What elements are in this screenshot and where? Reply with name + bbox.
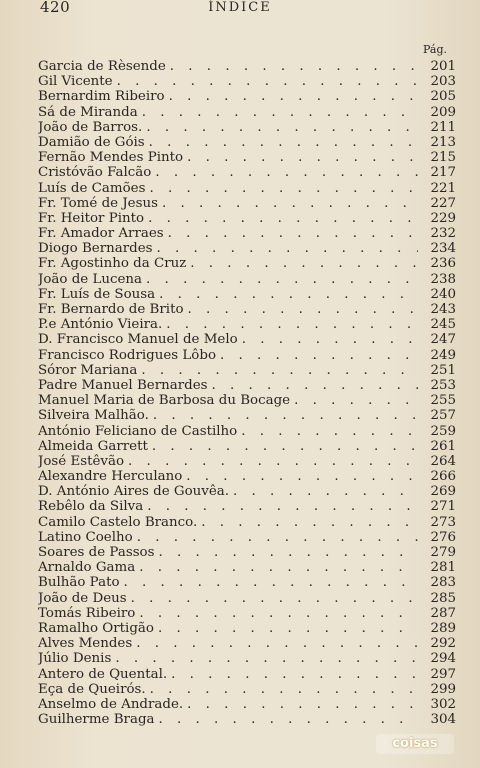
entry-page-number: 276 xyxy=(430,529,456,545)
entry-author-name: Soares de Passos xyxy=(38,545,155,560)
toc-entry xyxy=(38,256,456,271)
entry-author-name: Gil Vicente xyxy=(38,74,113,90)
entry-page-number: 297 xyxy=(430,666,456,682)
toc-entry xyxy=(38,636,456,651)
entry-page-number: 211 xyxy=(430,119,456,135)
entry-page-number: 287 xyxy=(430,605,456,621)
entry-author-name: Sóror Mariana xyxy=(38,362,138,378)
dot-leader xyxy=(171,667,418,682)
entry-author-name: Fernão Mendes Pinto xyxy=(38,150,184,166)
entry-page-number: 203 xyxy=(430,74,456,90)
entry-page-number: 249 xyxy=(430,347,456,363)
entry-author-name: Fr. Heitor Pinto xyxy=(38,210,145,226)
entry-page-number: 229 xyxy=(430,210,456,226)
entry-author-name: Francisco Rodrigues Lôbo xyxy=(38,347,217,363)
page-header xyxy=(0,0,480,20)
entry-author-name: Silveira Malhão. xyxy=(38,408,149,424)
entry-author-name: D. António Aires de Gouvêa. xyxy=(38,484,230,500)
toc-entry xyxy=(38,591,456,606)
page-number: 420 xyxy=(40,0,71,16)
entry-page-number: 236 xyxy=(430,256,456,272)
toc-entry xyxy=(38,682,456,697)
entry-page-number: 302 xyxy=(430,696,456,712)
dot-leader xyxy=(159,545,419,560)
entry-author-name: Alves Mendes xyxy=(38,636,133,652)
toc-entry xyxy=(38,241,456,256)
toc-entry xyxy=(38,302,456,317)
toc-entry xyxy=(38,408,456,423)
entry-page-number: 240 xyxy=(430,286,456,302)
dot-leader xyxy=(187,697,418,712)
entry-page-number: 285 xyxy=(430,590,456,606)
dot-leader xyxy=(188,302,418,317)
entry-page-number: 281 xyxy=(430,560,456,576)
entry-author-name: Júlio Denis xyxy=(38,651,112,667)
watermark-logo: coisas xyxy=(376,734,454,754)
entry-author-name: Diogo Bernardes xyxy=(38,241,153,257)
entry-author-name: D. Francisco Manuel de Melo xyxy=(38,332,238,348)
dot-leader xyxy=(220,348,418,363)
toc-entry xyxy=(38,439,456,454)
toc-entry xyxy=(38,135,456,150)
table-of-contents xyxy=(38,59,456,727)
toc-entry xyxy=(38,317,456,332)
entry-author-name: Manuel Maria de Barbosa du Bocage xyxy=(38,393,291,409)
dot-leader xyxy=(294,393,418,408)
toc-entry xyxy=(38,120,456,135)
entry-page-number: 215 xyxy=(430,150,456,166)
toc-entry xyxy=(38,606,456,621)
toc-entry xyxy=(38,697,456,712)
entry-author-name: Guilherme Braga xyxy=(38,712,155,728)
toc-entry xyxy=(38,651,456,666)
entry-author-name: Bernardim Ribeiro xyxy=(38,89,165,105)
dot-leader xyxy=(128,454,418,469)
dot-leader xyxy=(124,575,418,590)
dot-leader xyxy=(149,181,418,196)
entry-page-number: 221 xyxy=(430,180,456,196)
dot-leader xyxy=(148,211,418,226)
toc-entry xyxy=(38,211,456,226)
toc-entry xyxy=(38,393,456,408)
entry-author-name: Arnaldo Gama xyxy=(38,560,136,576)
toc-entry xyxy=(38,545,456,560)
dot-leader xyxy=(169,89,418,104)
dot-leader xyxy=(115,651,418,666)
entry-page-number: 269 xyxy=(430,484,456,500)
entry-author-name: Ramalho Ortigão xyxy=(38,620,154,636)
toc-entry xyxy=(38,515,456,530)
dot-leader xyxy=(117,74,418,89)
dot-leader xyxy=(170,59,418,74)
toc-entry xyxy=(38,484,456,499)
entry-page-number: 238 xyxy=(430,271,456,287)
toc-entry xyxy=(38,150,456,165)
dot-leader xyxy=(131,591,418,606)
entry-page-number: 251 xyxy=(430,362,456,378)
dot-leader xyxy=(146,272,418,287)
dot-leader xyxy=(162,196,418,211)
entry-page-number: 264 xyxy=(430,453,456,469)
entry-page-number: 245 xyxy=(430,317,456,333)
entry-page-number: 259 xyxy=(430,423,456,439)
entry-page-number: 299 xyxy=(430,681,456,697)
entry-author-name: João de Lucena xyxy=(38,271,143,287)
toc-entry xyxy=(38,74,456,89)
entry-author-name: Fr. Tomé de Jesus xyxy=(38,195,158,211)
entry-author-name: Almeida Garrett xyxy=(38,438,148,454)
toc-entry xyxy=(38,469,456,484)
entry-page-number: 247 xyxy=(430,332,456,348)
entry-page-number: 294 xyxy=(430,651,456,667)
entry-page-number: 255 xyxy=(430,393,456,409)
dot-leader xyxy=(241,424,418,439)
dot-leader xyxy=(136,636,418,651)
entry-author-name: Sá de Miranda xyxy=(38,104,138,120)
entry-page-number: 209 xyxy=(430,104,456,120)
dot-leader xyxy=(137,530,418,545)
toc-entry xyxy=(38,226,456,241)
entry-author-name: Fr. Luís de Sousa xyxy=(38,286,156,302)
page-column-label: Pág. xyxy=(422,43,447,56)
entry-page-number: 283 xyxy=(430,575,456,591)
toc-entry xyxy=(38,621,456,636)
toc-entry xyxy=(38,59,456,74)
entry-author-name: Antero de Quental. xyxy=(38,666,168,682)
entry-author-name: Fr. Bernardo de Brito xyxy=(38,302,184,317)
entry-author-name: Luís de Camões xyxy=(38,180,146,196)
toc-entry xyxy=(38,363,456,378)
entry-author-name: Rebêlo da Silva xyxy=(38,499,144,515)
dot-leader xyxy=(233,484,418,499)
dot-leader xyxy=(146,120,418,135)
entry-author-name: Fr. Amador Arraes xyxy=(38,226,164,242)
dot-leader xyxy=(158,621,418,636)
dot-leader xyxy=(166,317,418,332)
entry-page-number: 217 xyxy=(430,165,456,181)
entry-author-name: João de Barros. xyxy=(38,119,143,135)
toc-entry xyxy=(38,89,456,104)
dot-leader xyxy=(159,712,419,727)
dot-leader xyxy=(159,287,418,302)
dot-leader xyxy=(190,256,418,271)
entry-page-number: 271 xyxy=(430,499,456,515)
entry-page-number: 273 xyxy=(430,514,456,530)
entry-page-number: 257 xyxy=(430,408,456,424)
dot-leader xyxy=(149,135,418,150)
entry-author-name: Cristóvão Falcão xyxy=(38,165,152,181)
entry-page-number: 232 xyxy=(430,226,456,242)
toc-entry xyxy=(38,165,456,180)
toc-entry xyxy=(38,575,456,590)
entry-author-name: Eça de Queirós. xyxy=(38,681,146,697)
toc-entry xyxy=(38,667,456,682)
dot-leader xyxy=(157,241,418,256)
dot-leader xyxy=(155,165,418,180)
dot-leader xyxy=(142,105,418,120)
entry-page-number: 279 xyxy=(430,545,456,560)
toc-entry xyxy=(38,712,456,727)
toc-entry xyxy=(38,424,456,439)
toc-entry xyxy=(38,560,456,575)
entry-author-name: P.e António Vieira. xyxy=(38,317,163,333)
entry-author-name: José Estêvão xyxy=(38,453,125,469)
toc-entry xyxy=(38,348,456,363)
entry-author-name: Damião de Góis xyxy=(38,134,145,150)
dot-leader xyxy=(242,332,418,347)
dot-leader xyxy=(150,682,418,697)
dot-leader xyxy=(141,363,418,378)
entry-author-name: Alexandre Herculano xyxy=(38,469,183,485)
dot-leader xyxy=(201,515,418,530)
entry-author-name: Camilo Castelo Branco. xyxy=(38,514,198,530)
dot-leader xyxy=(187,150,418,165)
dot-leader xyxy=(147,499,418,514)
entry-page-number: 253 xyxy=(430,377,456,393)
toc-entry xyxy=(38,530,456,545)
toc-entry xyxy=(38,105,456,120)
entry-page-number: 289 xyxy=(430,620,456,636)
toc-entry xyxy=(38,499,456,514)
entry-author-name: João de Deus xyxy=(38,590,127,606)
dot-leader xyxy=(139,606,418,621)
entry-page-number: 234 xyxy=(430,241,456,257)
dot-leader xyxy=(168,226,418,241)
entry-author-name: Garcia de Rèsende xyxy=(38,59,166,74)
dot-leader xyxy=(153,408,418,423)
entry-page-number: 292 xyxy=(430,636,456,652)
dot-leader xyxy=(212,378,419,393)
dot-leader xyxy=(152,439,418,454)
entry-page-number: 266 xyxy=(430,469,456,485)
entry-page-number: 243 xyxy=(430,302,456,317)
entry-author-name: Tomás Ribeiro xyxy=(38,605,136,621)
entry-author-name: Anselmo de Andrade. xyxy=(38,696,184,712)
entry-author-name: Bulhão Pato xyxy=(38,575,120,591)
entry-author-name: António Feliciano de Castilho xyxy=(38,423,238,439)
entry-author-name: Latino Coelho xyxy=(38,529,133,545)
toc-entry xyxy=(38,454,456,469)
toc-entry xyxy=(38,287,456,302)
toc-entry xyxy=(38,196,456,211)
dot-leader xyxy=(139,560,418,575)
entry-page-number: 201 xyxy=(430,59,456,74)
entry-page-number: 227 xyxy=(430,195,456,211)
entry-page-number: 304 xyxy=(430,712,456,728)
entry-author-name: Fr. Agostinho da Cruz xyxy=(38,256,187,272)
toc-entry xyxy=(38,181,456,196)
toc-entry xyxy=(38,378,456,393)
toc-entry xyxy=(38,272,456,287)
running-title: ÍNDICE xyxy=(208,0,272,15)
entry-page-number: 205 xyxy=(430,89,456,105)
entry-page-number: 261 xyxy=(430,438,456,454)
toc-entry xyxy=(38,332,456,347)
entry-page-number: 213 xyxy=(430,134,456,150)
dot-leader xyxy=(186,469,418,484)
entry-author-name: Padre Manuel Bernardes xyxy=(38,377,208,393)
